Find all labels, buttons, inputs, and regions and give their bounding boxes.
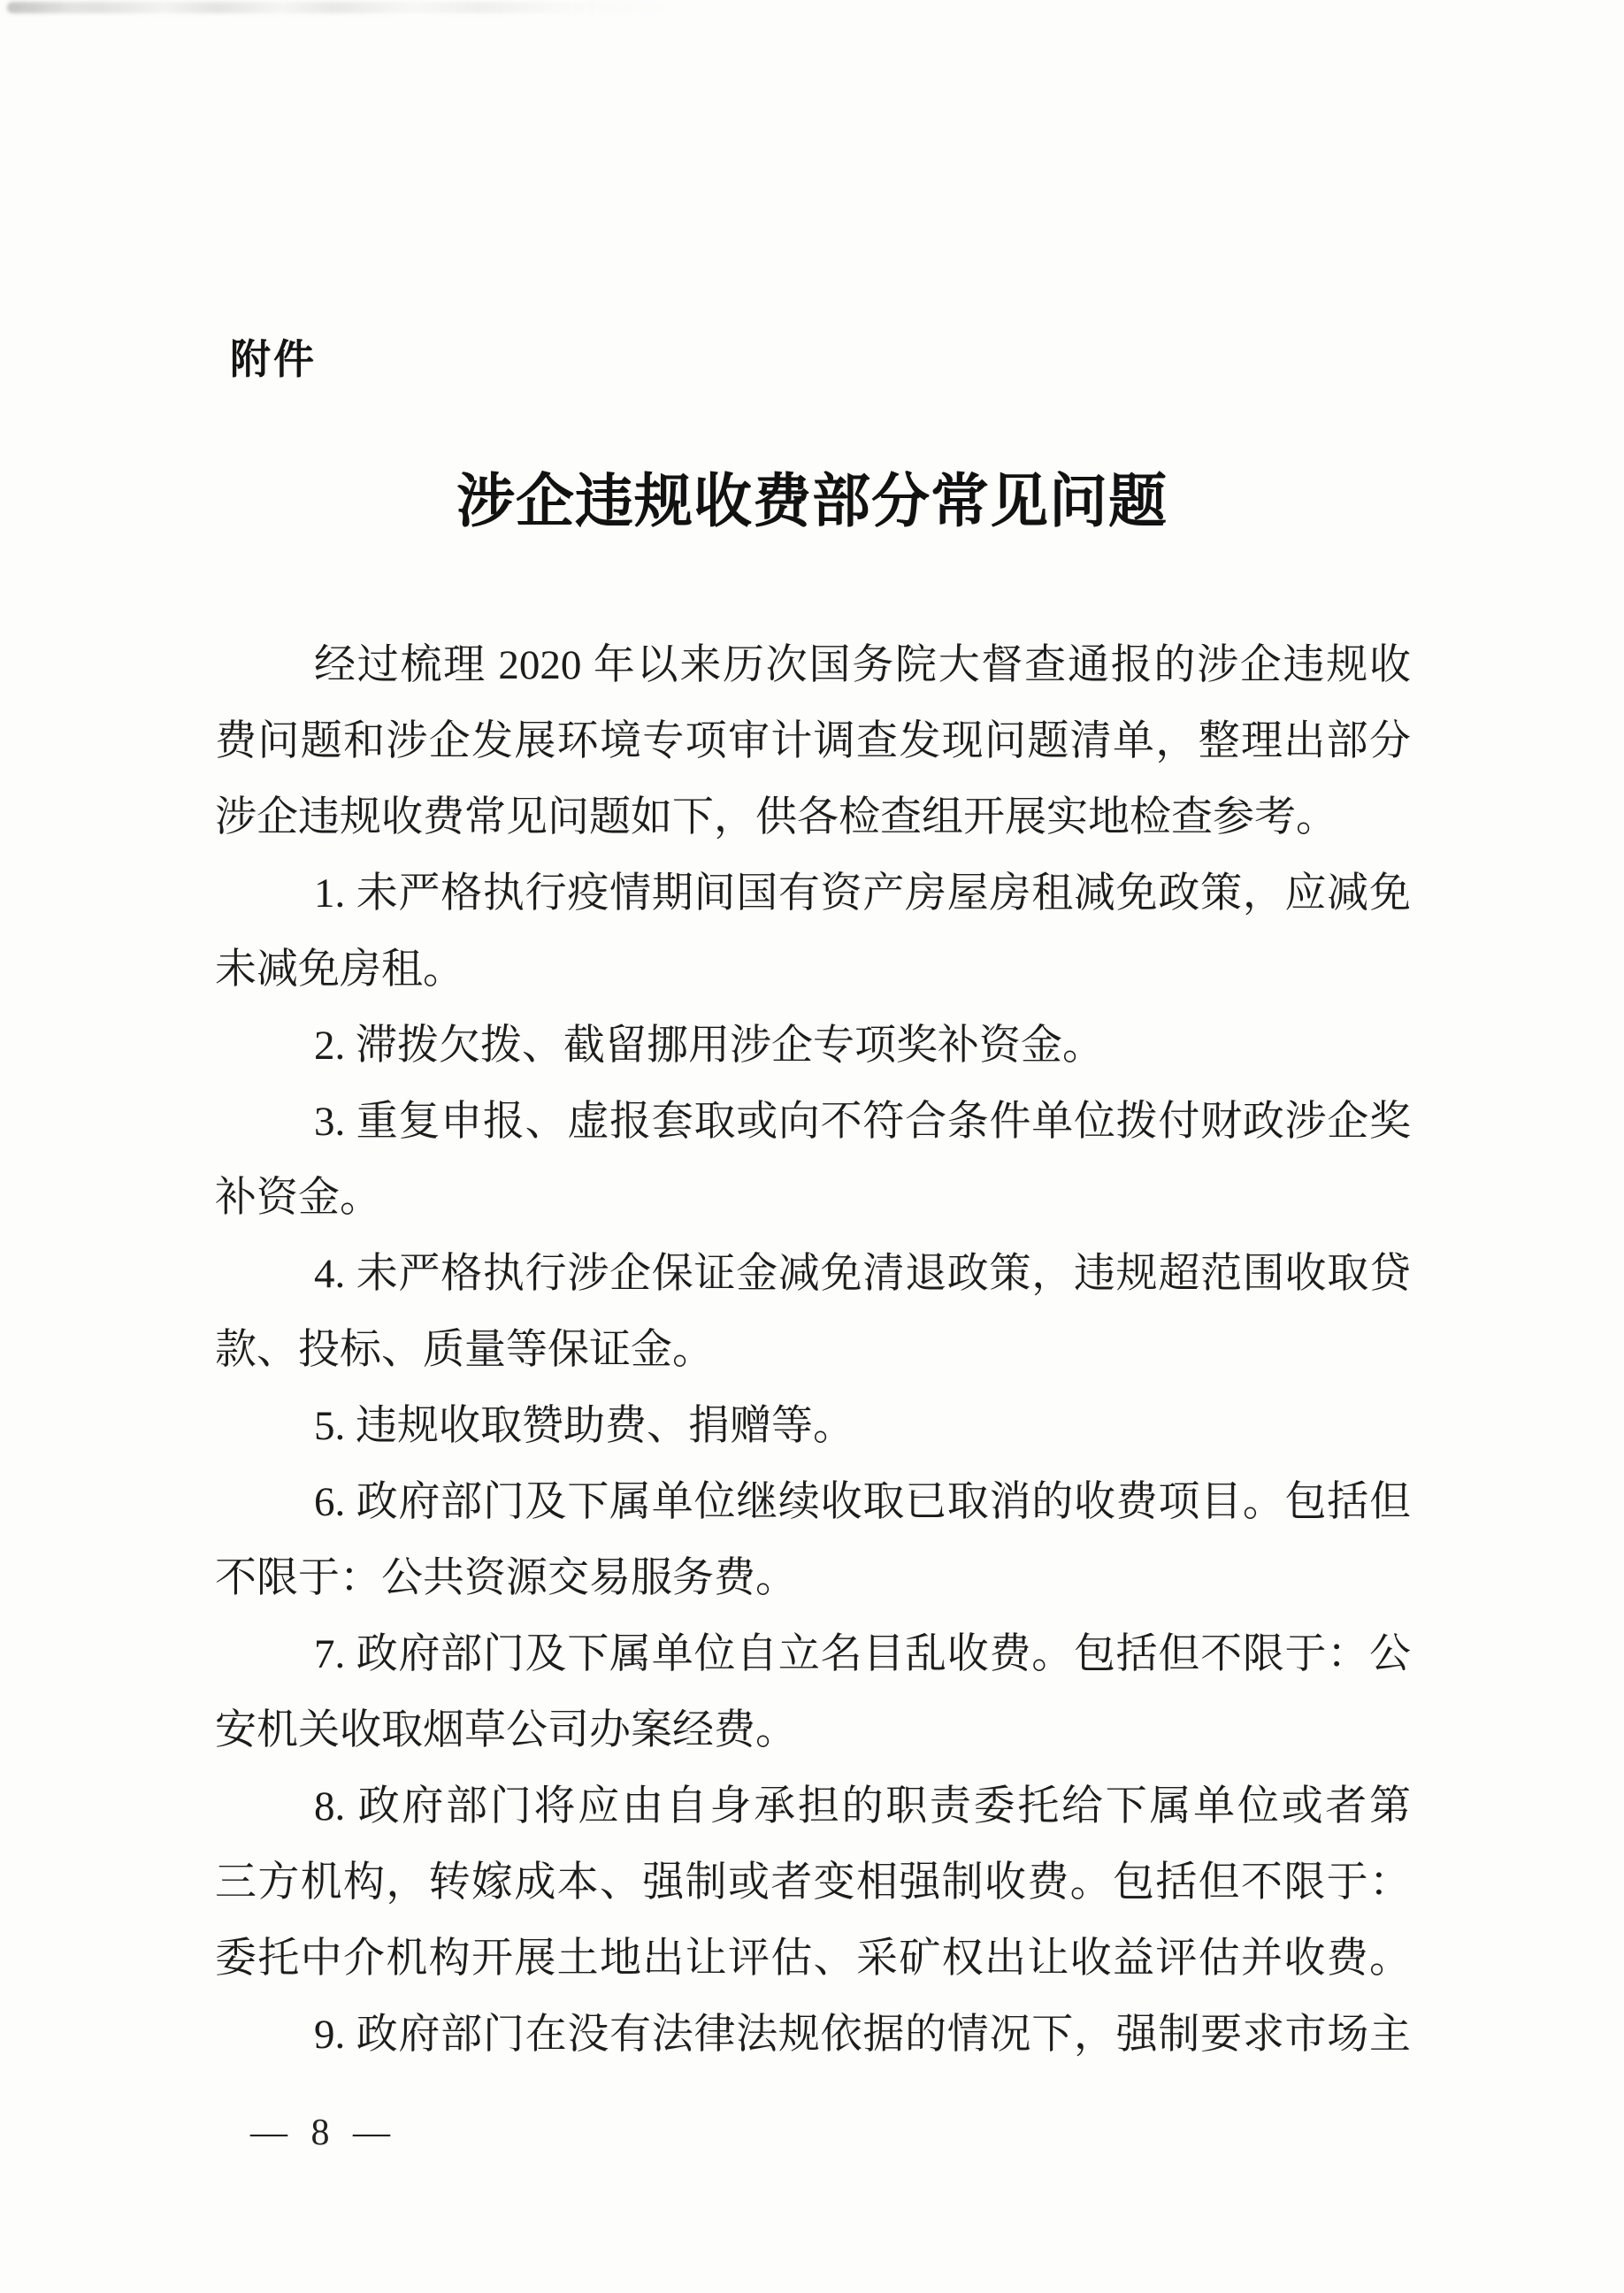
body-line: 经过梳理 2020 年以来历次国务院大督查通报的涉企违规收 [314, 642, 1411, 688]
body-line: 7. 政府部门及下属单位自立名目乱收费。包括但不限于：公 [314, 1631, 1411, 1677]
body-line: 9. 政府部门在没有法律法规依据的情况下，强制要求市场主 [314, 2012, 1411, 2058]
body-line: 涉企违规收费常见问题如下，供各检查组开展实地检查参考。 [215, 794, 1337, 840]
body-line: 补资金。 [215, 1175, 381, 1221]
body-line: 1. 未严格执行疫情期间国有资产房屋房租减免政策，应减免 [314, 870, 1411, 916]
body-line: 6. 政府部门及下属单位继续收取已取消的收费项目。包括但 [314, 1479, 1411, 1525]
body-line: 委托中介机构开展土地出让评估、采矿权出让收益评估并收费。 [215, 1936, 1411, 1982]
page-number: — 8 — [250, 2113, 397, 2153]
body-line: 款、投标、质量等保证金。 [215, 1327, 714, 1373]
body-line: 4. 未严格执行涉企保证金减免清退政策，违规超范围收取贷 [314, 1251, 1411, 1297]
body-text [215, 627, 1411, 2073]
body-line: 三方机构，转嫁成本、强制或者变相强制收费。包括但不限于： [215, 1860, 1411, 1906]
scan-artifact [7, 2, 662, 13]
body-line: 8. 政府部门将应由自身承担的职责委托给下属单位或者第 [314, 1783, 1411, 1829]
body-line: 安机关收取烟草公司办案经费。 [215, 1707, 797, 1753]
body-line: 未减免房租。 [215, 947, 464, 993]
body-line: 费问题和涉企发展环境专项审计调查发现问题清单，整理出部分 [215, 718, 1411, 764]
body-line: 5. 违规收取赞助费、捐赠等。 [314, 1403, 854, 1449]
attachment-label: 附件 [230, 336, 317, 382]
page-title: 涉企违规收费部分常见问题 [456, 470, 1168, 534]
body-line: 2. 滞拨欠拨、截留挪用涉企专项奖补资金。 [314, 1023, 1104, 1069]
body-line: 不限于：公共资源交易服务费。 [215, 1555, 797, 1601]
body-line: 3. 重复申报、虚报套取或向不符合条件单位拨付财政涉企奖 [314, 1099, 1411, 1145]
